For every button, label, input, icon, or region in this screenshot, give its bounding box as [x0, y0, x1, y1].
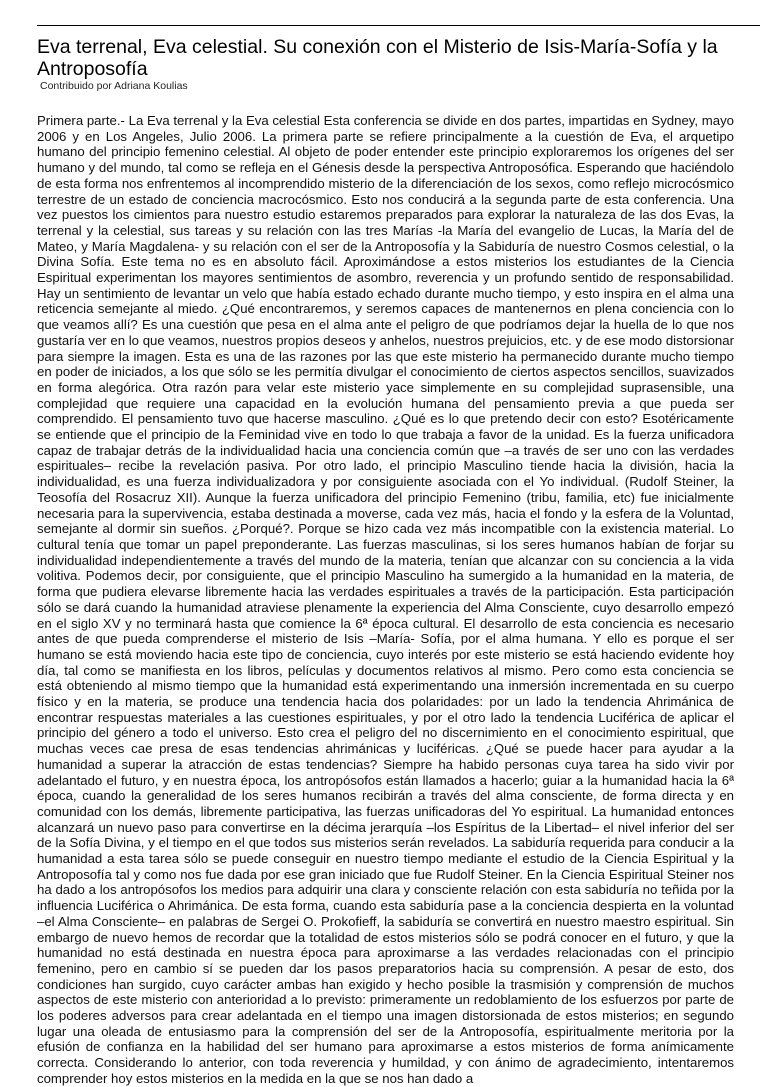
- article-content: [37, 113, 734, 1086]
- article-title: Eva terrenal, Eva celestial. Su conexión con el Misterio de Isis-María-Sofía y la Antroposofía: [37, 36, 718, 80]
- top-divider: [37, 25, 760, 26]
- article-byline: Contribuido por Adriana Koulias: [40, 80, 188, 92]
- article-body: Primera parte.- La Eva terrenal y la Eva celestial Esta conferencia se divide en dos partes, impartidas en Sydney, mayo 2006 y en Los Angeles, Julio 2006. La primera parte se refiere principalmente a la cuestión de Eva, el arquetipo humano del principio femenino celestial. Al objeto de poder entender este principio exploraremos los orígenes del ser humano y del mundo, tal como se refleja en el Génesis desde la perspectiva Antroposófica. Esperando que haciéndolo de esta forma nos enfrentemos al incomprendido misterio de la diferenciación de los sexos, como reflejo microcósmico terrestre de un estado de conciencia macrocósmico. Esto nos conducirá a la segunda parte de esta conferencia. Una vez puestos los cimientos para nuestro estudio estaremos preparados para explorar la naturaleza de las dos Evas, la terrenal y la celestial, sus tareas y su relación con las tres Marías -la María del evangelio de Lucas, la María del de Mateo, y María Magdalena- y su relación con el ser de la Antroposofía y la Sabiduría de nuestro Cosmos celestial, o la Divina Sofía. Este tema no es en absoluto fácil. Aproximándose a estos misterios los estudiantes de la Ciencia Espiritual experimentan los mayores sentimientos de asombro, reverencia y un profundo sentido de responsabilidad. Hay un sentimiento de levantar un velo que había estado echado durante mucho tiempo, y esto inspira en el alma una reticencia semejante al miedo. ¿Qué encontraremos, y seremos capaces de mantenernos en plena conciencia con lo que veamos allí? Es una cuestión que pesa en el alma ante el peligro de que podríamos dejar la huella de lo que nos gustaría ver en lo que veamos, nuestros propios deseos y anhelos, nuestros prejuicios, etc. y de ese modo distorsionar para siempre la imagen. Esta es una de las razones por las que este misterio ha permanecido durante mucho tiempo en poder de iniciados, a los que sólo se les permitía divulgar el conocimiento de ciertos aspectos sencillos, suavizados en forma alegórica. Otra razón para velar este misterio yace simplemente en su complejidad suprasensible, una complejidad que requiere una capacidad en la evolución humana del pensamiento previa a que pueda ser comprendido. El pensamiento tuvo que hacerse masculino. ¿Qué es lo que pretendo decir con esto? Esotéricamente se entiende que el principio de la Feminidad vive en todo lo que trabaja a favor de la unidad. Es la fuerza unificadora capaz de trabajar detrás de la individualidad hacia una conciencia común que –a través de ser uno con las verdades espirituales– recibe la revelación pasiva. Por otro lado, el principio Masculino tiende hacia la división, hacia la individualidad, es una fuerza individualizadora y por consiguiente asociada con el Yo individual. (Rudolf Steiner, la Teosofía del Rosacruz XII). Aunque la fuerza unificadora del principio Femenino (tribu, familia, etc) fue inicialmente necesaria para la supervivencia, estaba destinada a moverse, cada vez más, hacia el fondo y la esfera de la Voluntad, semejante al dormir sin sueños. ¿Porqué?. Porque se hizo cada vez más incompatible con la existencia material. Lo cultural tenía que tomar un papel preponderante. Las fuerzas masculinas, si los seres humanos habían de forjar su individualidad independientemente a través del mundo de la materia, tenían que alcanzar con su conciencia a la vida volitiva. Podemos decir, por consiguiente, que el principio Masculino ha sumergido a la humanidad en la materia, de forma que pudiera elevarse libremente hacia las verdades espirituales a través de la participación. Esta participación sólo se dará cuando la humanidad atraviese plenamente la experiencia del Alma Consciente, cuyo desarrollo empezó en el siglo XV y no terminará hasta que comience la 6ª época cultural. El desarrollo de esta conciencia es necesario antes de que pueda comprenderse el misterio de Isis –María- Sofía, por el alma humana. Y ello es porque el ser humano se está moviendo hacia este tipo de conciencia, cuyo interés por este misterio se está haciendo evidente hoy día, tal como se manifiesta en los libros, películas y documentos relativos al mismo. Pero como esta conciencia se está obteniendo al mismo tiempo que la humanidad está experimentando una inmersión incrementada en su cuerpo físico y en la materia, se produce una tendencia hacia dos polaridades: por un lado la tendencia Ahrimánica de encontrar respuestas materiales a las cuestiones espirituales, y por el otro lado la tendencia Luciférica de aplicar el principio del género a todo el universo. Esto crea el peligro del no discernimiento en el conocimiento espiritual, que muchas veces cae presa de esas tendencias ahrimánicas y luciféricas. ¿Qué se puede hacer para ayudar a la humanidad a superar la atracción de estas tendencias? Siempre ha habido personas cuya tarea ha sido vivir por adelantado el futuro, y en nuestra época, los antropósofos están llamados a hacerlo; guiar a la humanidad hacia la 6ª época, cuando la generalidad de los seres humanos recibirán a través del alma consciente, de forma directa y en comunidad con los demás, libremente participativa, las fuerzas unificadoras del Yo espiritual. La humanidad entonces alcanzará un nuevo paso para convertirse en la décima jerarquía –los Espíritus de la Libertad– el nivel inferior del ser de la Sofía Divina, y el tiempo en el que todos sus misterios serán revelados. La sabiduría requerida para conducir a la humanidad a esta tarea sólo se puede conseguir en nuestro tiempo mediante el estudio de la Ciencia Espiritual y la Antroposofía tal y como nos fue dada por ese gran iniciado que fue Rudolf Steiner. En la Ciencia Espiritual Steiner nos ha dado a los antropósofos los medios para adquirir una clara y consciente relación con esta sabiduría no teñida por la influencia Luciférica o Ahrimánica. De esta forma, cuando esta sabiduría pase a la conciencia despierta en la voluntad –el Alma Consciente– en palabras de Sergei O. Prokofieff, la sabiduría se convertirá en nuestro maestro espiritual. Sin embargo de nuevo hemos de recordar que la totalidad de estos misterios sólo se podrá conocer en el futuro, y que la humanidad no está destinada en nuestra época para aproximarse a las verdades relacionadas con el principio femenino, pero en cambio sí se pueden dar los pasos preparatorios hacia su comprensión. A pesar de esto, dos condiciones han surgido, cuyo carácter ambas han exigido y hecho posible la trasmisión y comprensión de muchos aspectos de este misterio con anterioridad a lo previsto: primeramente un redoblamiento de los esfuerzos por parte de los poderes adversos para crear adelantada en el tiempo una imagen distorsionada de estos misterios; en segundo lugar una oleada de entusiasmo para la comprensión del ser de la Antroposofía, espiritualmente meritoria por la efusión de confianza en la habilidad del ser humano para aproximarse a estos misterios de forma anímicamente correcta. Considerando lo anterior, con toda reverencia y humildad, y con ánimo de agradecimiento, intentaremos comprender hoy estos misterios en la medida en la que se nos han dado a: [37, 113, 734, 1086]
- article-header: [37, 36, 734, 92]
